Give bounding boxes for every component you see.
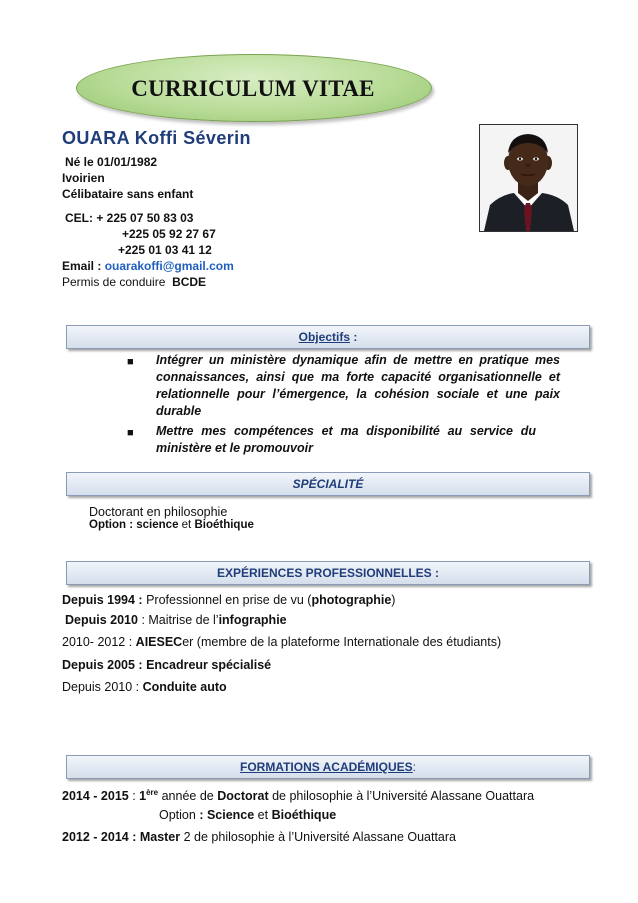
edu-sep: : (128, 789, 140, 804)
license-value: BCDE (172, 275, 207, 289)
objective-item: Intégrer un ministère dynamique afin de mettre en pratique mes connaissances, ainsi que ma forte capacité organisationnelle et relationnelle pour l’émergence, la cohésion sociale et une paix durable (156, 353, 560, 418)
experience-item (65, 612, 287, 628)
bullet-icon: ■ (127, 356, 134, 368)
experience-item (62, 592, 395, 608)
edu-keyword: Doctorat (217, 789, 269, 804)
license-row (62, 274, 206, 290)
birth-date: Né le 01/01/1982 (65, 155, 158, 169)
exp-keyword: photographie (311, 593, 392, 607)
education-header-bar (66, 755, 590, 779)
edu-date: 2012 - 2014 : Master (62, 830, 181, 844)
objectives-heading-text: Objectifs (298, 330, 350, 344)
edu-year-sup: ère (146, 788, 159, 797)
speciality-heading: SPÉCIALITÉ (292, 477, 364, 491)
option-label: Option : science (89, 519, 179, 531)
edu-text: Option (159, 808, 200, 822)
exp-text: er (membre de la plateforme Internationale des étudiants) (182, 635, 502, 649)
speciality-header-bar (66, 472, 590, 496)
exp-text: Professionnel en prise de vu ( (142, 593, 312, 607)
edu-keyword: : Science (199, 808, 255, 822)
marital-status: Célibataire sans enfant (62, 187, 194, 201)
edu-end: de philosophie à l’Université Alassane Ouattara (268, 789, 535, 804)
exp-date: 2010- 2012 : (62, 635, 136, 649)
exp-text: Depuis 2005 : Encadreur spécialisé (62, 658, 272, 672)
education-item (62, 829, 456, 845)
experience-item (62, 634, 501, 650)
education-item (159, 807, 336, 823)
experience-item (62, 679, 227, 695)
edu-and: et (254, 808, 272, 822)
edu-year-num: 1 (139, 789, 147, 804)
education-heading-colon: : (412, 760, 416, 774)
exp-date: Depuis 2010 : (62, 680, 143, 694)
exp-date: Depuis 1994 : (62, 593, 143, 607)
email-link[interactable]: ouarakoffi@gmail.com (104, 259, 234, 273)
bullet-icon: ■ (127, 427, 134, 439)
email-row (62, 258, 234, 274)
exp-date: Depuis 2010 (65, 613, 138, 627)
edu-keyword: Bioéthique (271, 808, 337, 822)
phone-3: +225 01 03 41 12 (118, 243, 212, 257)
experience-item (62, 657, 271, 673)
exp-keyword: AIESEC (135, 635, 183, 649)
phone-1: CEL: + 225 07 50 83 03 (65, 211, 194, 225)
objectives-heading (67, 330, 589, 344)
edu-date: 2014 - 2015 (62, 789, 129, 804)
exp-text: : Maitrise de l’ (137, 613, 219, 627)
exp-keyword: infographie (218, 613, 287, 627)
exp-end: ) (391, 593, 396, 607)
objective-item: Mettre mes compétences et ma disponibilité au service du ministère et le promouvoir (156, 424, 536, 455)
person-name: OUARA Koffi Séverin (62, 128, 251, 148)
education-heading-text: FORMATIONS ACADÉMIQUES (239, 760, 413, 774)
speciality-option (89, 519, 254, 531)
speciality-line: Doctorant en philosophie (89, 505, 228, 519)
document-title: CURRICULUM VITAE (131, 76, 375, 101)
option-and: et (178, 519, 195, 531)
objectives-heading-colon: : (350, 330, 358, 344)
experience-header-bar (66, 561, 590, 585)
exp-keyword: Conduite auto (142, 680, 227, 694)
objectives-header-bar (66, 325, 590, 349)
edu-end: 2 de philosophie à l’Université Alassane Ouattara (180, 830, 457, 844)
education-item (62, 785, 534, 804)
phone-2: +225 05 92 27 67 (122, 227, 216, 241)
edu-text: année de (158, 789, 218, 804)
education-heading (67, 760, 589, 774)
experience-heading: EXPÉRIENCES PROFESSIONNELLES : (216, 566, 440, 580)
profile-photo (479, 124, 578, 232)
license-label: Permis de conduire (62, 275, 166, 289)
nationality: Ivoirien (62, 171, 105, 185)
option-value: Bioéthique (194, 519, 254, 531)
email-label: Email : (62, 259, 105, 273)
portrait-image (480, 125, 577, 231)
